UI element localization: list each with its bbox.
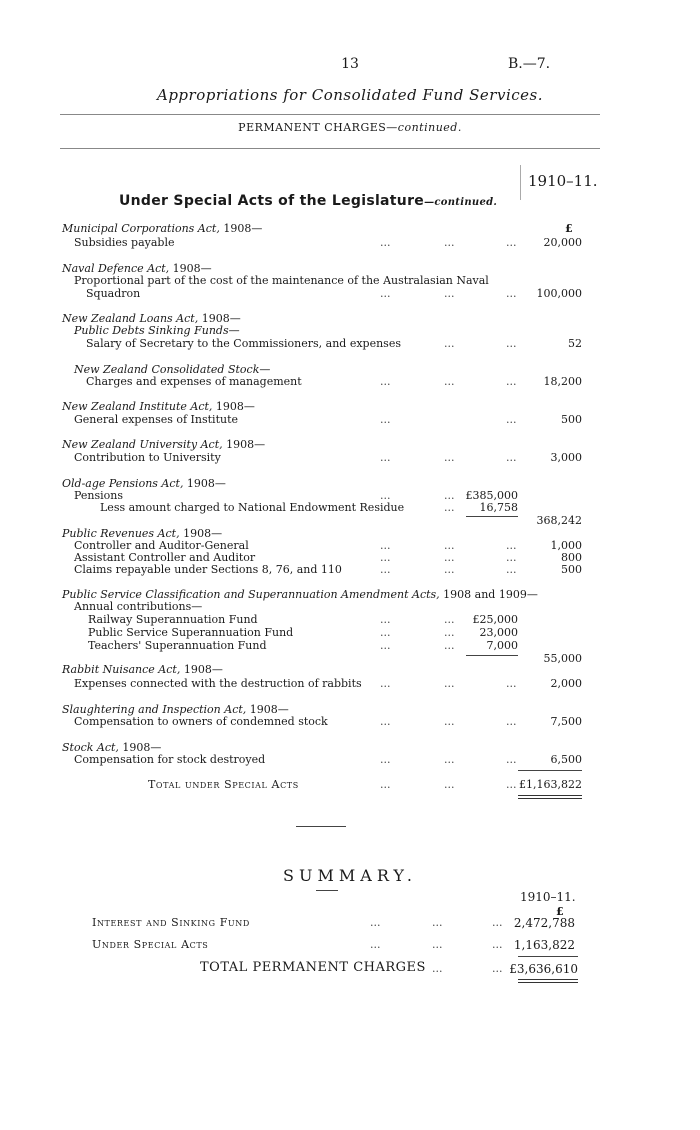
act-nz-university: New Zealand University Act, 1908— (62, 438, 266, 451)
act-nz-institute: New Zealand Institute Act, 1908— (62, 400, 255, 413)
leader-dots: ... (380, 551, 391, 564)
amount-old-age-pensions: 368,242 (536, 514, 582, 527)
leader-dots: ... (380, 677, 391, 690)
amount-naval: 100,000 (536, 287, 582, 300)
column-divider (520, 165, 521, 200)
subamount-pensions: £385,000 (465, 489, 518, 502)
amount-public-service: 55,000 (543, 652, 582, 665)
leader-dots: ... (444, 551, 455, 564)
document-reference: B.—7. (508, 56, 551, 72)
leader-dots: ... (380, 626, 391, 639)
item-nz-loans: Salary of Secretary to the Commissioners, and expenses (86, 337, 401, 350)
leader-dots: ... (444, 451, 455, 464)
item-controller: Controller and Auditor-General (74, 539, 249, 552)
total-rule-top (518, 770, 582, 771)
leader-dots: ... (506, 715, 517, 728)
leader-dots: ... (444, 539, 455, 552)
total-special-amount: £1,163,822 (519, 778, 582, 791)
summary-currency: £ (556, 905, 564, 918)
leader-dots: ... (506, 451, 517, 464)
leader-dots: ... (380, 613, 391, 626)
leader-dots: ... (380, 236, 391, 249)
leader-dots: ... (506, 375, 517, 388)
leader-dots: ... (506, 236, 517, 249)
section-heading: Under Special Acts of the Legislature—continued. (119, 193, 498, 209)
leader-dots: ... (380, 639, 391, 652)
leader-dots: ... (432, 962, 443, 975)
amount-controller: 1,000 (550, 539, 582, 552)
leader-dots: ... (444, 375, 455, 388)
act-slaughtering: Slaughtering and Inspection Act, 1908— (62, 703, 289, 716)
leader-dots: ... (380, 715, 391, 728)
act-old-age-pensions: Old-age Pensions Act, 1908— (62, 477, 226, 490)
act-public-service: Public Service Classification and Superannuation Amendment Acts, 1908 and 1909— (62, 588, 538, 601)
subamount-railway: £25,000 (472, 613, 518, 626)
amount-condemned-stock: 7,500 (550, 715, 582, 728)
leader-dots: ... (380, 375, 391, 388)
leader-dots: ... (370, 916, 381, 929)
leader-dots: ... (432, 916, 443, 929)
leader-dots: ... (444, 501, 455, 514)
item-stock-destroyed: Compensation for stock destroyed (74, 753, 266, 766)
summary-special-amount: 1,163,822 (513, 938, 575, 952)
act-naval: Naval Defence Act, 1908— (62, 262, 212, 275)
permanent-charges-heading: PERMANENT CHARGES—continued. (238, 121, 462, 134)
item-pensions: Pensions (74, 489, 124, 502)
subamount-teachers: 7,000 (486, 639, 518, 652)
leader-dots: ... (432, 938, 443, 951)
item-public-service-super: Public Service Superannuation Fund (88, 626, 294, 639)
year-column-header: 1910–11. (528, 172, 598, 190)
summary-title: SUMMARY. (283, 866, 417, 885)
amount-municipal: 20,000 (543, 236, 582, 249)
leader-dots: ... (380, 413, 391, 426)
leader-dots: ... (380, 539, 391, 552)
amount-nz-loans: 52 (568, 337, 582, 350)
act-nz-loans: New Zealand Loans Act, 1908— (62, 312, 241, 325)
header-rule (60, 148, 600, 149)
leader-dots: ... (444, 613, 455, 626)
act-stock: Stock Act, 1908— (62, 741, 162, 754)
amount-claims-repayable: 500 (561, 563, 582, 576)
act-public-revenues: Public Revenues Act, 1908— (62, 527, 223, 540)
act-municipal: Municipal Corporations Act, 1908— (62, 222, 263, 235)
leader-dots: ... (380, 753, 391, 766)
leader-dots: ... (492, 938, 503, 951)
item-assistant-controller: Assistant Controller and Auditor (74, 551, 256, 564)
leader-dots: ... (444, 753, 455, 766)
item-naval: Proportional part of the cost of the maintenance of the Australasian Naval (74, 274, 489, 287)
amount-stock-destroyed: 6,500 (550, 753, 582, 766)
leader-dots: ... (506, 413, 517, 426)
leader-dots: ... (444, 626, 455, 639)
page-title: Appropriations for Consolidated Fund Services. (156, 86, 543, 104)
leader-dots: ... (444, 639, 455, 652)
sub-nz-stock: New Zealand Consolidated Stock— (74, 363, 271, 376)
amount-rabbits: 2,000 (550, 677, 582, 690)
leader-dots: ... (444, 236, 455, 249)
sub-public-debts: Public Debts Sinking Funds— (74, 324, 240, 337)
summary-total-rule-top (518, 956, 578, 957)
leader-dots: ... (380, 287, 391, 300)
leader-dots: ... (492, 916, 503, 929)
summary-total-rule-double-2 (518, 982, 578, 983)
sub-annual-contributions: Annual contributions— (74, 600, 203, 613)
leader-dots: ... (506, 539, 517, 552)
item-railway-super: Railway Superannuation Fund (88, 613, 258, 626)
summary-special-label: Under Special Acts (92, 938, 209, 951)
amount-nz-stock: 18,200 (543, 375, 582, 388)
summary-total-rule-double-1 (518, 979, 578, 980)
subamount-public-service: 23,000 (479, 626, 518, 639)
leader-dots: ... (506, 753, 517, 766)
title-rule (60, 114, 600, 115)
summary-year-header: 1910–11. (520, 890, 576, 904)
leader-dots: ... (380, 563, 391, 576)
summary-interest-label: Interest and Sinking Fund (92, 916, 250, 929)
summary-total-label: TOTAL PERMANENT CHARGES (200, 960, 426, 975)
page-number: 13 (341, 56, 359, 72)
leader-dots: ... (444, 677, 455, 690)
summary-interest-amount: 2,472,788 (513, 916, 575, 930)
item-claims-repayable: Claims repayable under Sections 8, 76, and 110 (74, 563, 342, 576)
subamount-endowment: 16,758 (479, 501, 518, 514)
item-nz-stock: Charges and expenses of management (86, 375, 302, 388)
item-condemned-stock: Compensation to owners of condemned stock (74, 715, 328, 728)
leader-dots: ... (444, 563, 455, 576)
item-rabbits: Expenses connected with the destruction of rabbits (74, 677, 362, 690)
item-naval-cont: Squadron (86, 287, 141, 300)
section-separator (296, 826, 346, 827)
leader-dots: ... (506, 337, 517, 350)
item-municipal: Subsidies payable (74, 236, 175, 249)
leader-dots: ... (380, 778, 391, 791)
leader-dots: ... (506, 287, 517, 300)
leader-dots: ... (506, 778, 517, 791)
leader-dots: ... (380, 489, 391, 502)
item-nz-university: Contribution to University (74, 451, 221, 464)
total-special-label: Total under Special Acts (148, 778, 299, 791)
amount-nz-institute: 500 (561, 413, 582, 426)
leader-dots: ... (444, 778, 455, 791)
leader-dots: ... (444, 337, 455, 350)
leader-dots: ... (506, 551, 517, 564)
act-rabbit-nuisance: Rabbit Nuisance Act, 1908— (62, 663, 223, 676)
leader-dots: ... (370, 938, 381, 951)
leader-dots: ... (444, 715, 455, 728)
item-teachers-super: Teachers' Superannuation Fund (88, 639, 267, 652)
item-less-endowment: Less amount charged to National Endowment Residue (100, 501, 405, 514)
leader-dots: ... (506, 677, 517, 690)
leader-dots: ... (492, 962, 503, 975)
leader-dots: ... (444, 489, 455, 502)
summary-total-amount: £3,636,610 (509, 962, 578, 976)
leader-dots: ... (444, 287, 455, 300)
summary-rule (316, 890, 338, 891)
amount-assistant-controller: 800 (561, 551, 582, 564)
currency-unit: £ (565, 222, 573, 235)
total-rule-double-1 (518, 795, 582, 796)
leader-dots: ... (380, 451, 391, 464)
total-rule-double-2 (518, 798, 582, 799)
item-nz-institute: General expenses of Institute (74, 413, 239, 426)
leader-dots: ... (506, 563, 517, 576)
amount-nz-university: 3,000 (550, 451, 582, 464)
